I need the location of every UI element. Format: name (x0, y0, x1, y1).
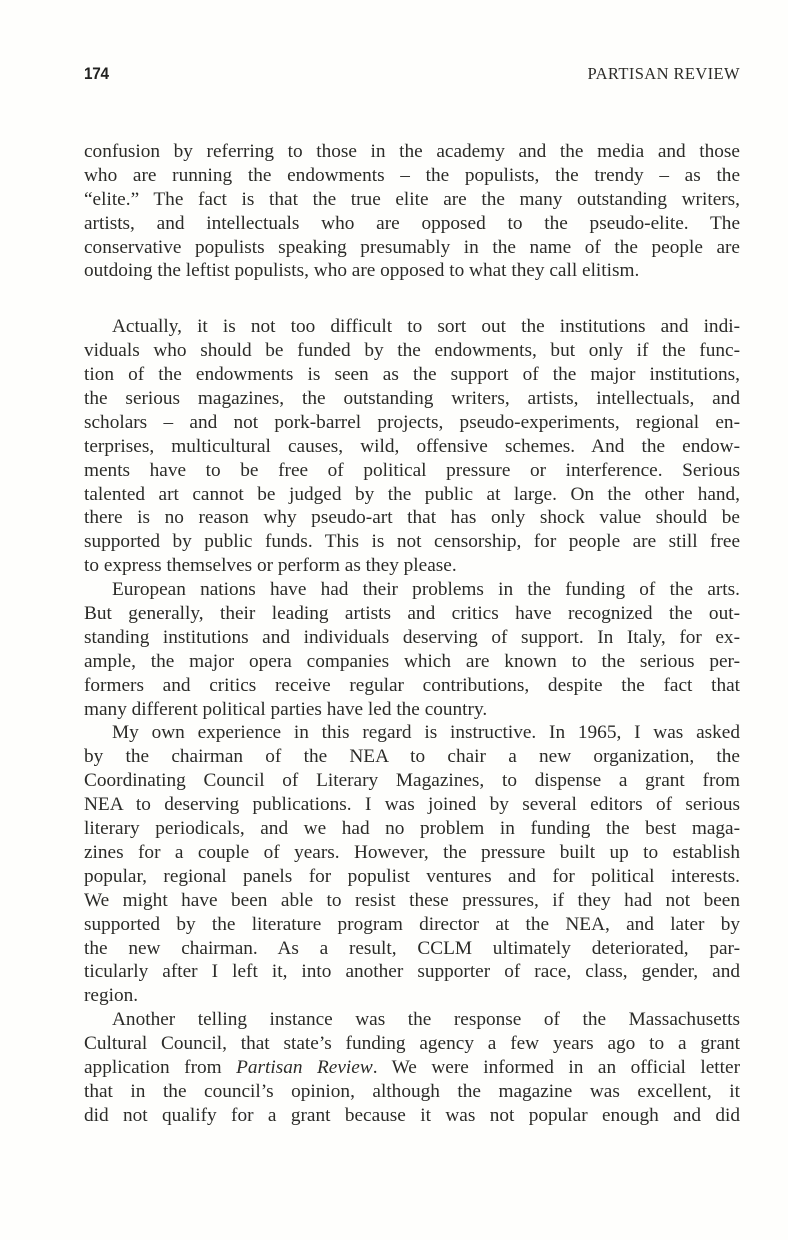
text-line: the serious magazines, the outstanding writers, artists, intellectuals, and (84, 388, 740, 410)
paragraph-1 (84, 140, 740, 283)
text-line: But generally, their leading artists and critics have recognized the out- (84, 603, 740, 625)
page-header (84, 64, 740, 88)
text-line: zines for a couple of years. However, the pressure built up to establish (84, 841, 740, 863)
text-line: Actually, it is not too difficult to sort out the institutions and indi- (112, 316, 740, 338)
text-line: who are running the endowments – the populists, the trendy – as the (84, 164, 740, 186)
text-line: Cultural Council, that state’s funding agency a few years ago to a grant (84, 1033, 740, 1055)
text-line: Coordinating Council of Literary Magazines, to dispense a grant from (84, 770, 740, 792)
text-line: to express themselves or perform as they please. (84, 555, 457, 577)
text-line: by the chairman of the NEA to chair a new organization, the (84, 746, 740, 768)
text-line: formers and critics receive regular contributions, despite the fact that (84, 674, 740, 696)
text-line: conservative populists speaking presumably in the name of the people are (84, 236, 740, 258)
text-line: artists, and intellectuals who are opposed to the pseudo-elite. The (84, 212, 740, 234)
text-line: My own experience in this regard is instructive. In 1965, I was asked (112, 722, 740, 744)
text-line: popular, regional panels for populist ventures and for political interests. (84, 865, 740, 887)
paragraph-2 (84, 315, 740, 578)
body-text (84, 140, 740, 1128)
text-line: region. (84, 985, 139, 1007)
paragraph-5 (84, 1008, 740, 1127)
text-line: talented art cannot be judged by the public at large. On the other hand, (84, 483, 740, 505)
text-line: that in the council’s opinion, although the magazine was excellent, it (84, 1080, 740, 1102)
text-line: ticularly after I left it, into another supporter of race, class, gender, and (84, 961, 740, 983)
paragraph-3 (84, 578, 740, 721)
running-head: PARTISAN REVIEW (587, 64, 740, 83)
text-line: literary periodicals, and we had no problem in funding the best maga- (84, 818, 740, 840)
text-line: supported by the literature program director at the NEA, and later by (84, 913, 740, 935)
text-line: many different political parties have led the country. (84, 698, 488, 720)
text-line: confusion by referring to those in the academy and the media and those (84, 141, 740, 162)
text-line: ample, the major opera companies which are known to the serious per- (84, 650, 740, 672)
text-line: NEA to deserving publications. I was joined by several editors of serious (84, 794, 740, 816)
text-line: the new chairman. As a result, CCLM ultimately deteriorated, par- (84, 937, 740, 959)
text-line: Another telling instance was the response of the Massachusetts (112, 1009, 740, 1031)
text-line: “elite.” The fact is that the true elite are the many outstanding writers, (84, 188, 740, 210)
paragraph-4 (84, 721, 740, 1008)
text-line: there is no reason why pseudo-art that has only shock value should be (84, 507, 740, 529)
page-number: 174 (84, 64, 109, 83)
text-line-with-title (84, 1056, 740, 1080)
text-segment: . We were informed in an official letter (372, 1056, 740, 1078)
text-line: terprises, multicultural causes, wild, offensive schemes. And the endow- (84, 435, 740, 457)
text-line: standing institutions and individuals deserving of support. In Italy, for ex- (84, 626, 740, 648)
text-segment: application from (84, 1056, 237, 1078)
text-line: tion of the endowments is seen as the support of the major institutions, (84, 364, 740, 386)
text-line: We might have been able to resist these pressures, if they had not been (84, 889, 740, 911)
text-line: ments have to be free of political pressure or interference. Serious (84, 459, 740, 481)
text-line: European nations have had their problems in the funding of the arts. (112, 579, 740, 601)
text-line: viduals who should be funded by the endowments, but only if the func- (84, 340, 740, 362)
text-line: outdoing the leftist populists, who are opposed to what they call elitism. (84, 260, 640, 282)
text-line: scholars – and not pork-barrel projects, pseudo-experiments, regional en- (84, 411, 740, 433)
text-line: did not qualify for a grant because it was not popular enough and did (84, 1104, 740, 1126)
text-line: supported by public funds. This is not censorship, for people are still free (84, 531, 740, 553)
publication-title: Partisan Review (236, 1056, 373, 1078)
